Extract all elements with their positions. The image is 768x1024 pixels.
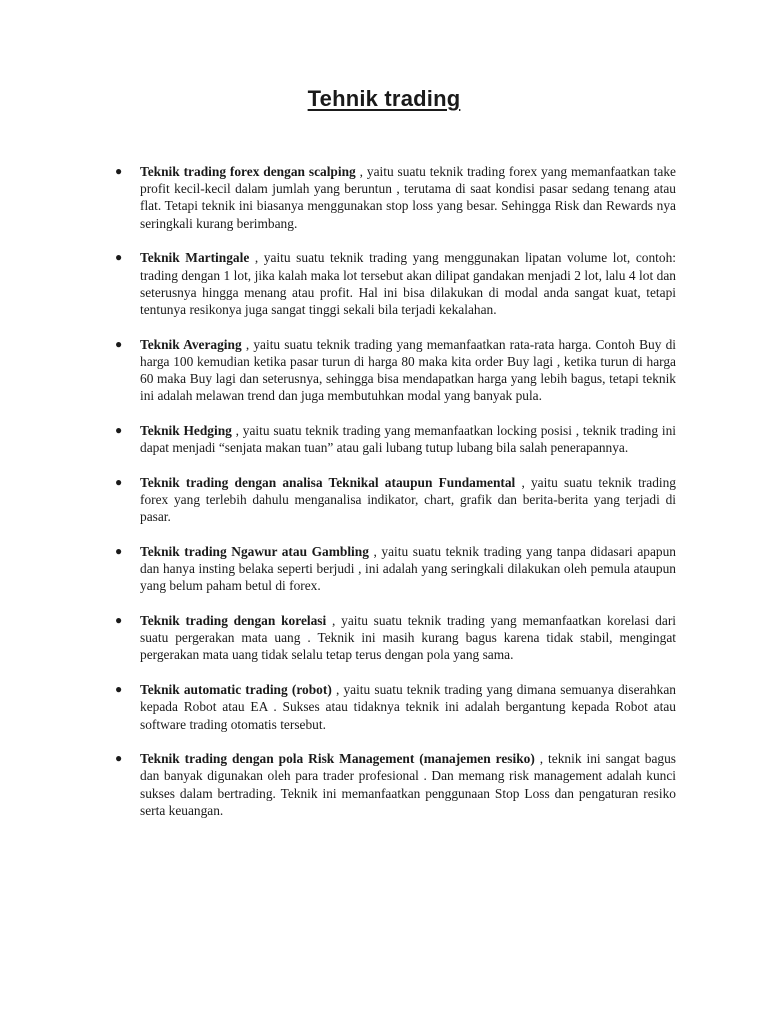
item-text: , teknik ini sangat bagus dan banyak digunakan oleh para trader profesional . Dan memang risk management adalah kunci sukses dalam bertrading. Teknik ini memanfaatkan penggunaan Stop Loss dan pengaturan resiko serta keuangan. bbox=[140, 751, 676, 818]
list-item bbox=[115, 163, 676, 232]
item-text: , yaitu suatu teknik trading yang menggunakan lipatan volume lot, contoh: trading dengan 1 lot, jika kalah maka lot tersebut akan dilipat gandakan menjadi 2 lot, lalu 4 lot dan seterusnya hingga menang atau profit. Hal ini bisa dilakukan di modal anda sangat kuat, tetapi tentunya resikonya juga sangat tinggi sekali bila terjadi kekalahan. bbox=[140, 250, 676, 317]
bullet-icon: ● bbox=[115, 543, 123, 558]
list-item bbox=[115, 336, 676, 405]
item-text: , yaitu suatu teknik trading yang memanfaatkan locking posisi , teknik trading ini dapat menjadi “senjata makan tuan” atau gali lubang tutup lubang bila salah penerapannya. bbox=[140, 422, 676, 456]
bullet-icon: ● bbox=[115, 422, 123, 437]
item-term: Teknik Hedging bbox=[140, 422, 232, 438]
list-item bbox=[115, 474, 676, 526]
item-text: , yaitu suatu teknik trading yang dimana semuanya diserahkan kepada Robot atau EA . Sukses atau tidaknya teknik ini adalah bergantung kepada Robot atau software trading otomatis tersebut. bbox=[140, 682, 676, 732]
bullet-icon: ● bbox=[115, 336, 123, 351]
item-term: Teknik Averaging bbox=[140, 336, 242, 352]
item-text: , yaitu suatu teknik trading yang memanfaatkan korelasi dari suatu pergerakan mata uang . Teknik ini masih kurang bagus karena tidak stabil, mengingat pergerakan mata uang tidak selalu tetap terus dengan pola yang sama. bbox=[140, 613, 676, 663]
item-term: Teknik trading Ngawur atau Gambling bbox=[140, 543, 369, 559]
list-item bbox=[115, 249, 676, 318]
bullet-icon: ● bbox=[115, 250, 123, 265]
item-term: Teknik trading dengan korelasi bbox=[140, 613, 327, 629]
list-item bbox=[115, 612, 676, 664]
bullet-icon: ● bbox=[115, 613, 123, 628]
bullet-icon: ● bbox=[115, 751, 123, 766]
item-text: , yaitu suatu teknik trading yang tanpa didasari apapun dan hanya insting belaka seperti berjudi , ini adalah yang seringkali dilakukan oleh pemula ataupun yang belum paham betul di forex. bbox=[140, 543, 676, 594]
list-item bbox=[115, 750, 676, 819]
item-text: , yaitu suatu teknik trading forex yang memanfaatkan take profit kecil-kecil dalam jumlah yang beruntun , terutama di saat kondisi pasar sedang tenang atau flat. Tetapi teknik ini biasanya menggunakan stop loss yang besar. Sehingga Risk dan Rewards nya seringkali kurang berimbang. bbox=[140, 164, 676, 231]
item-term: Teknik Martingale bbox=[140, 250, 250, 266]
page-title: Tehnik trading bbox=[307, 86, 461, 111]
item-term: Teknik automatic trading (robot) bbox=[140, 682, 332, 698]
list-item bbox=[115, 681, 676, 733]
list-item bbox=[115, 543, 676, 595]
list-item bbox=[115, 422, 676, 456]
item-text: , yaitu suatu teknik trading forex yang terlebih dahulu menganalisa indikator, chart, grafik dan berita-berita yang terjadi di pasar. bbox=[140, 474, 676, 525]
item-text: , yaitu suatu teknik trading yang memanfaatkan rata-rata harga. Contoh Buy di harga 100 kemudian ketika pasar turun di harga 80 maka kita order Buy lagi , ketika turun di harga 60 maka Buy lagi dan seterusnya, sehingga bisa mendapatkan harga yang lebih bagus, tetapi teknik ini adalah melawan trend dan juga membutuhkan modal yang banyak pula. bbox=[140, 336, 676, 404]
technique-list bbox=[0, 163, 768, 837]
bullet-icon: ● bbox=[115, 474, 123, 489]
item-term: Teknik trading dengan analisa Teknikal ataupun Fundamental bbox=[140, 474, 516, 490]
bullet-icon: ● bbox=[115, 682, 123, 697]
item-term: Teknik trading forex dengan scalping bbox=[140, 164, 356, 179]
item-term: Teknik trading dengan pola Risk Management (manajemen resiko) bbox=[140, 751, 535, 767]
bullet-icon: ● bbox=[115, 164, 123, 178]
